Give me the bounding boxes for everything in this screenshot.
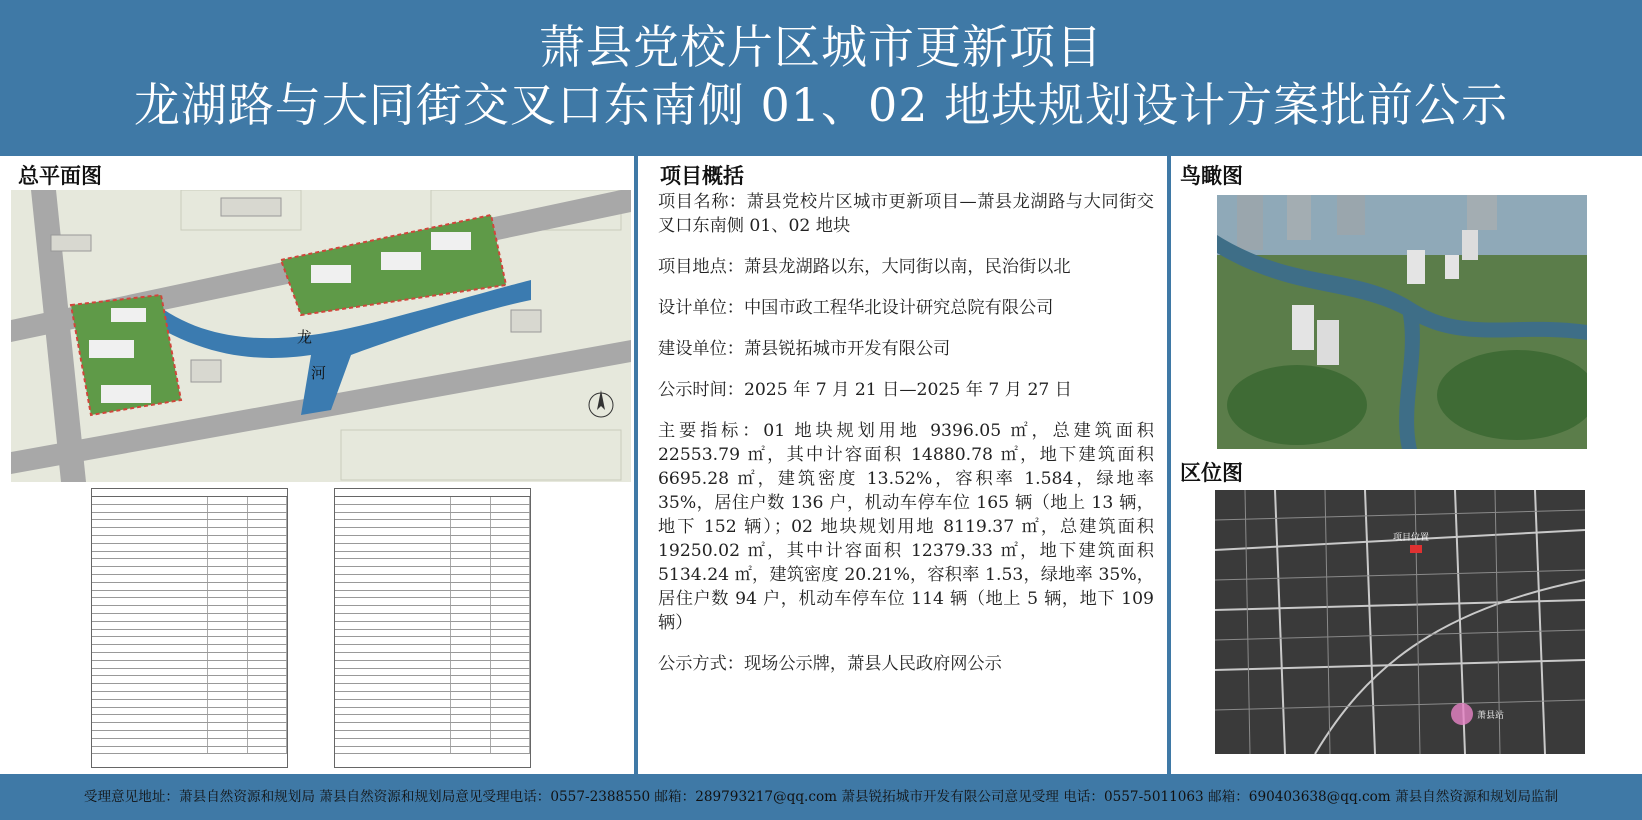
site-plan-image (11, 190, 631, 482)
plot-01-indicator-table (91, 488, 288, 768)
river-label-1: 龙 (297, 328, 313, 346)
project-location-marker: 项目位置 (1393, 533, 1430, 543)
aerial-heading: 鸟瞰图 (1180, 164, 1243, 188)
design-unit: 设计单位：中国市政工程华北设计研究总院有限公司 (658, 298, 1054, 318)
station-marker: 萧县站 (1477, 711, 1505, 721)
column-divider-right (1167, 156, 1171, 774)
aerial-view-image (1217, 195, 1587, 449)
project-overview (658, 190, 1154, 693)
site-plan-heading: 总平面图 (18, 164, 102, 188)
header-banner (0, 0, 1642, 156)
publicity-period: 公示时间：2025 年 7 月 21 日—2025 年 7 月 27 日 (658, 380, 1072, 400)
publicity-method: 公示方式：现场公示牌，萧县人民政府网公示 (658, 654, 1002, 674)
main-indicators: 主要指标：01 地块规划用地 9396.05 ㎡，总建筑面积 22553.79 ㎡，其中计容面积 14880.78 ㎡，地下建筑面积 6695.28 ㎡，建筑密度 13.52%，容积率 1.584，绿地率 35%，居住户数 136 户，机动车停车位 165 辆（地上 13 辆，地下 152 辆）；02 地块规划用地 8119.37 ㎡，总建筑面积 19250.02 ㎡，其中计容面积 12379.33 ㎡，地下建筑面积 5134.24 ㎡，建筑密度 20.21%，容积率 1.53，绿地率 35%，居住户数 94 户，机动车停车位 114 辆（地上 5 辆，地下 109 辆） (658, 421, 1154, 633)
project-location: 项目地点：萧县龙湖路以东，大同街以南，民治街以北 (658, 257, 1071, 277)
footer-banner (0, 774, 1642, 820)
overview-heading: 项目概括 (660, 164, 744, 188)
project-name: 项目名称：萧县党校片区城市更新项目—萧县龙湖路与大同街交叉口东南侧 01、02 地块 (658, 192, 1154, 236)
column-divider-left (634, 156, 638, 774)
location-map-image (1215, 490, 1585, 754)
indicator-tables (11, 486, 631, 772)
contact-info: 受理意见地址：萧县自然资源和规划局 萧县自然资源和规划局意见受理电话：0557-2388550 邮箱：289793217@qq.com 萧县锐拓城市开发有限公司意见受理 电话：0557-5011063 邮箱：690403638@qq.com 萧县自然资源和规划局监制 (83, 789, 1559, 805)
location-heading: 区位图 (1180, 461, 1243, 485)
river-label-2: 河 (311, 364, 327, 382)
page-title-line1: 萧县党校片区城市更新项目 (539, 20, 1103, 74)
construction-unit: 建设单位：萧县锐拓城市开发有限公司 (658, 339, 951, 359)
page-title-line2: 龙湖路与大同街交叉口东南侧 01、02 地块规划设计方案批前公示 (133, 78, 1509, 132)
plot-02-indicator-table (334, 488, 531, 768)
